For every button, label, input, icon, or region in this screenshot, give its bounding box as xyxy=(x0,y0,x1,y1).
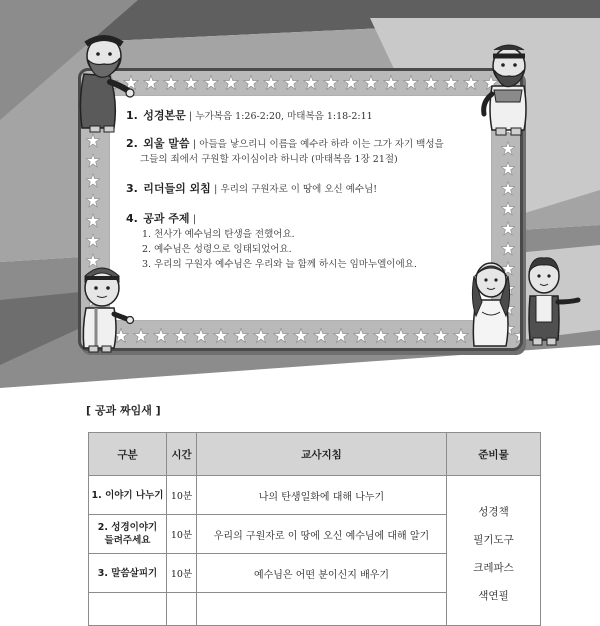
supply-item: 색연필 xyxy=(478,590,509,602)
star-shape xyxy=(324,75,338,89)
star-shape xyxy=(204,75,218,89)
mary-figure xyxy=(466,256,518,350)
topic-point: 3. 우리의 구원자 예수님은 우리와 늘 함께 하시는 임마누엘이에요. xyxy=(142,259,417,270)
shepherd-boy-figure xyxy=(520,252,582,348)
star-shape xyxy=(184,75,198,89)
item-memory-verse xyxy=(126,136,506,167)
item-lesson-topic xyxy=(126,211,506,227)
star-shape xyxy=(354,328,368,342)
cell-gubun xyxy=(89,476,167,515)
lesson-plan-table xyxy=(88,432,541,626)
cell-guide xyxy=(197,593,447,626)
cell-time: 10분 xyxy=(167,515,197,554)
star-shape xyxy=(304,75,318,89)
star-shape xyxy=(364,75,378,89)
topic-point: 1. 천사가 예수님의 탄생을 전했어요. xyxy=(142,229,295,240)
star-shape xyxy=(86,134,100,147)
gubun-text: 들려주세요 xyxy=(104,535,151,546)
board-content xyxy=(126,108,506,272)
header-supplies: 준비물 xyxy=(447,433,541,476)
item-text: 우리의 구원자로 이 땅에 오신 예수님! xyxy=(220,184,378,195)
star-shape xyxy=(86,234,100,247)
star-shape xyxy=(274,328,288,342)
star-shape xyxy=(294,328,308,342)
star-shape xyxy=(284,75,298,89)
header-gubun: 구분 xyxy=(89,433,167,476)
cell-supplies xyxy=(447,476,541,626)
cell-time: 10분 xyxy=(167,554,197,593)
item-text: 아들을 낳으리니 이름을 예수라 하라 이는 그가 자기 백성을 xyxy=(199,139,444,150)
star-shape xyxy=(264,75,278,89)
star-shape xyxy=(384,75,398,89)
item-heading: 공과 주제 xyxy=(143,212,190,225)
item-separator: | xyxy=(188,111,193,122)
table-header-row xyxy=(89,433,541,476)
bearded-man-figure xyxy=(70,30,136,134)
star-shape xyxy=(144,75,158,89)
star-shape xyxy=(244,75,258,89)
item-heading: 성경본문 xyxy=(143,109,186,122)
table-row xyxy=(89,476,541,515)
star-shape xyxy=(344,75,358,89)
star-shape xyxy=(194,328,208,342)
star-shape xyxy=(174,328,188,342)
star-shape xyxy=(434,328,448,342)
gubun-text: 2. 성경이야기 xyxy=(97,522,158,533)
star-shape xyxy=(444,75,458,89)
supply-item: 성경책 xyxy=(478,506,509,518)
cell-guide: 우리의 구원자로 이 땅에 오신 예수님에 대해 알기 xyxy=(197,515,447,554)
header-time: 시간 xyxy=(167,433,197,476)
star-shape xyxy=(234,328,248,342)
item-text: 누가복음 1:26-2:20, 마태복음 1:18-2:11 xyxy=(195,111,373,122)
item-number: 2. xyxy=(126,137,138,150)
star-shape xyxy=(86,154,100,167)
cell-guide: 나의 탄생일화에 대해 나누기 xyxy=(197,476,447,515)
headband-boy-figure xyxy=(72,262,136,354)
cell-gubun xyxy=(89,554,167,593)
item-heading: 리더들의 외침 xyxy=(143,182,211,195)
item-leaders-shout xyxy=(126,181,506,197)
star-shape xyxy=(164,75,178,89)
cell-time xyxy=(167,593,197,626)
star-shape xyxy=(154,328,168,342)
header-guide: 교사지침 xyxy=(197,433,447,476)
cell-time: 10분 xyxy=(167,476,197,515)
section-title: [ 공과 짜임새 ] xyxy=(86,404,161,417)
star-shape xyxy=(86,174,100,187)
star-shape xyxy=(374,328,388,342)
topic-list xyxy=(126,227,506,272)
star-shape xyxy=(334,328,348,342)
headband-man-figure xyxy=(478,40,540,138)
item-separator: | xyxy=(192,139,197,150)
cell-guide: 예수님은 어떤 분이신지 배우기 xyxy=(197,554,447,593)
star-shape xyxy=(86,194,100,207)
star-shape xyxy=(254,328,268,342)
supply-item: 필기도구 xyxy=(473,534,514,546)
item-number: 4. xyxy=(126,212,138,225)
star-shape xyxy=(414,328,428,342)
supply-item: 크레파스 xyxy=(473,562,514,574)
gubun-text: 1. 이야기 나누기 xyxy=(91,489,164,501)
cell-gubun xyxy=(89,593,167,626)
item-text-continuation: 그들의 죄에서 구원할 자이심이라 하니라 (마태복음 1장 21절) xyxy=(140,154,398,165)
star-shape xyxy=(424,75,438,89)
cell-gubun xyxy=(89,515,167,554)
item-number: 1. xyxy=(126,109,138,122)
star-shape xyxy=(394,328,408,342)
star-shape xyxy=(86,214,100,227)
star-shape xyxy=(314,328,328,342)
star-shape xyxy=(464,75,478,89)
item-separator: | xyxy=(213,184,218,195)
item-heading: 외울 말씀 xyxy=(143,137,190,150)
star-shape xyxy=(404,75,418,89)
item-separator: | xyxy=(192,214,197,225)
item-number: 3. xyxy=(126,182,138,195)
star-shape xyxy=(214,328,228,342)
star-shape xyxy=(224,75,238,89)
gubun-text: 3. 말씀살피기 xyxy=(97,567,158,579)
topic-point: 2. 예수님은 성령으로 잉태되었어요. xyxy=(142,244,292,255)
item-scripture xyxy=(126,108,506,124)
